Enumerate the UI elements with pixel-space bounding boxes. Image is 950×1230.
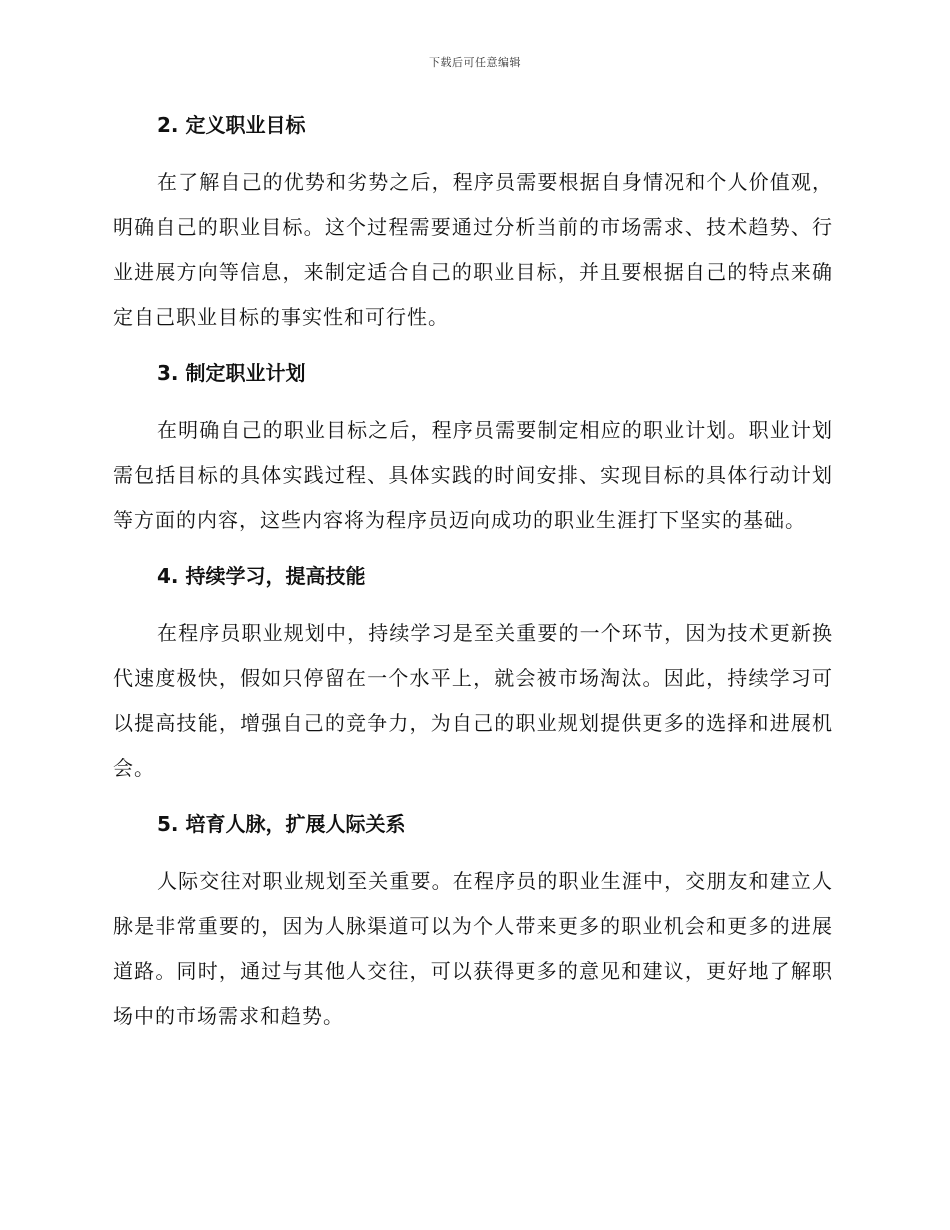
section-paragraph: 在明确自己的职业目标之后，程序员需要制定相应的职业计划。职业计划需包括目标的具体实践过程、具体实践的时间安排、实现目标的具体行动计划等方面的内容，这些内容将为程序员迈向成功的职业生涯打下坚实的基础。 bbox=[113, 418, 833, 532]
section-paragraph: 在程序员职业规划中，持续学习是至关重要的一个环节，因为技术更新换代速度极快，假如只停留在一个水平上，就会被市场淘汰。因此，持续学习可以提高技能，增强自己的竞争力，为自己的职业规划提供更多的选择和进展机会。 bbox=[113, 621, 833, 780]
section-paragraph: 人际交往对职业规划至关重要。在程序员的职业生涯中，交朋友和建立人脉是非常重要的，因为人脉渠道可以为个人带来更多的职业机会和更多的进展道路。同时，通过与其他人交往，可以获得更多的意见和建议，更好地了解职场中的市场需求和趋势。 bbox=[113, 869, 833, 1028]
section-networking bbox=[113, 809, 833, 1039]
document-content bbox=[113, 110, 833, 1057]
section-career-plan bbox=[113, 358, 833, 543]
section-title: 2. 定义职业目标 bbox=[157, 113, 306, 137]
section-title: 4. 持续学习，提高技能 bbox=[157, 564, 366, 588]
section-continuous-learning bbox=[113, 561, 833, 791]
section-title: 5. 培育人脉，扩展人际关系 bbox=[157, 812, 406, 836]
section-title: 3. 制定职业计划 bbox=[157, 361, 306, 385]
section-paragraph: 在了解自己的优势和劣势之后，程序员需要根据自身情况和个人价值观，明确自己的职业目标。这个过程需要通过分析当前的市场需求、技术趋势、行业进展方向等信息，来制定适合自己的职业目标，并且要根据自己的特点来确定自己职业目标的事实性和可行性。 bbox=[113, 170, 833, 329]
header-note: 下载后可任意编辑 bbox=[429, 56, 521, 69]
section-define-career-goals bbox=[113, 110, 833, 340]
